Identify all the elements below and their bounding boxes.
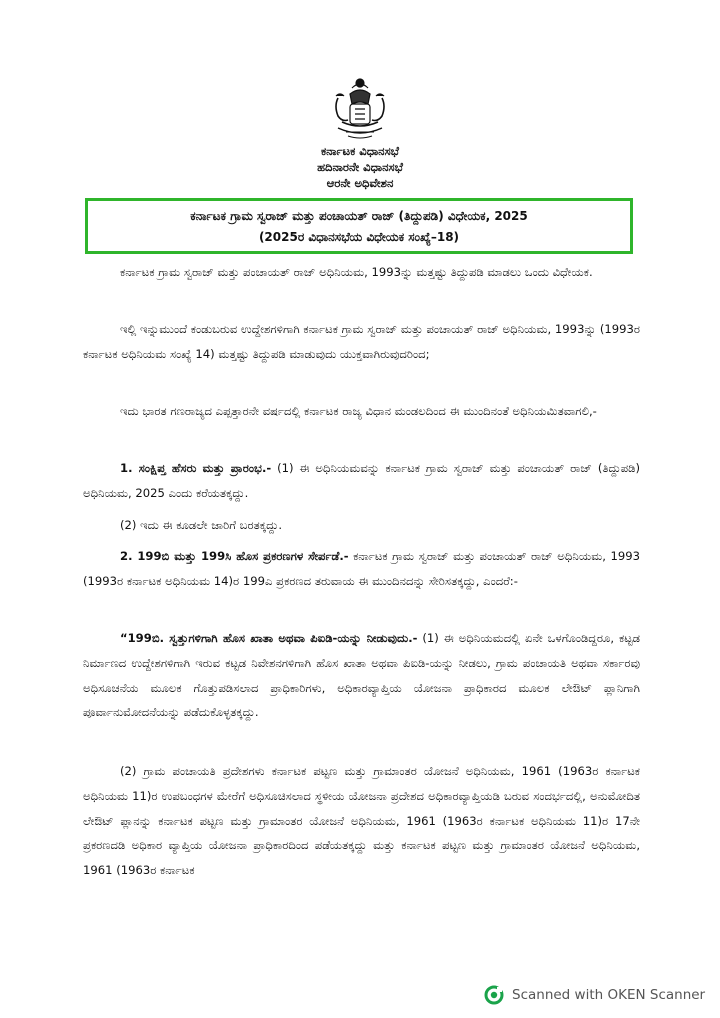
section-199b-heading: “199ಬಿ. ಸ್ವತ್ತುಗಳಿಗಾಗಿ ಹೊಸ ಖಾತಾ ಅಥವಾ ಪಿಐಡಿ-ಯನ್ನು ನೀಡುವುದು.-	[120, 631, 418, 645]
session-name: ಆರನೇ ಅಧಿವೇಶನ	[326, 176, 394, 190]
section-1-paragraph	[83, 456, 640, 506]
preamble-paragraph: ಕರ್ನಾಟಕ ಗ್ರಾಮ ಸ್ವರಾಜ್ ಮತ್ತು ಪಂಚಾಯತ್ ರಾಜ್ ಅಧಿನಿಯಮ, 1993ನ್ನು ಮತ್ತಷ್ಟು ತಿದ್ದುಪಡಿ ಮಾಡಲು ಒಂದು ವಿಧೇಯಕ.	[120, 265, 593, 279]
enactment-paragraph: ಇದು ಭಾರತ ಗಣರಾಜ್ಯದ ಎಪ್ಪತ್ತಾರನೇ ವರ್ಷದಲ್ಲಿ ಕರ್ನಾಟಕ ರಾಜ್ಯ ವಿಧಾನ ಮಂಡಲದಿಂದ ಈ ಮುಂದಿನಂತೆ ಅಧಿನಿಯಮಿತವಾಗಲಿ,-	[120, 404, 597, 418]
assembly-name: ಕರ್ನಾಟಕ ವಿಧಾನಸಭೆ	[321, 144, 399, 158]
scanner-text: Scanned with OKEN Scanner	[512, 987, 706, 1003]
scanner-watermark	[484, 985, 705, 1005]
section-1-text: (1) ಈ ಅಧಿನಿಯಮವನ್ನು ಕರ್ನಾಟಕ ಗ್ರಾಮ ಸ್ವರಾಜ್ ಮತ್ತು ಪಂಚಾಯತ್ ರಾಜ್ (ತಿದ್ದುಪಡಿ) ಅಧಿನಿಯಮ, 2025 ಎಂದು ಕರೆಯತಕ್ಕದ್ದು.	[83, 461, 640, 500]
assembly-session-number: ಹದಿನಾರನೇ ವಿಧಾನಸಭೆ	[317, 160, 403, 174]
section-199b-text: (1) ಈ ಅಧಿನಿಯಮದಲ್ಲಿ ಏನೇ ಒಳಗೊಂಡಿದ್ದರೂ, ಕಟ್ಟಡ ನಿರ್ಮಾಣದ ಉದ್ದೇಶಗಳಿಗಾಗಿ ಇರುವ ಕಟ್ಟಡ ನಿವೇಶನಗಳಿಗಾಗಿ ಹೊಸ ಖಾತಾ ಅಥವಾ ಪಿಐಡಿ-ಯನ್ನು ನೀಡಲು, ಗ್ರಾಮ ಪಂಚಾಯತಿ ಅಥವಾ ಸರ್ಕಾರವು ಅಧಿಸೂಚನೆಯ ಮೂಲಕ ಗೊತ್ತುಪಡಿಸಲಾದ ಪ್ರಾಧಿಕಾರಿಗಳು, ಅಧಿಕಾರವ್ಯಾಪ್ತಿಯ ಯೋಜನಾ ಪ್ರಾಧಿಕಾರದ ಮೂಲಕ ಲೇಔಟ್ ಪ್ಲಾನಿಗಾಗಿ ಪೂರ್ವಾನುಮೋದನೆಯನ್ನು ಪಡೆದುಕೊಳ್ಳತಕ್ಕದ್ದು.	[83, 631, 640, 720]
bill-number: (2025ರ ವಿಧಾನಸಭೆಯ ವಿಧೇಯಕ ಸಂಖ್ಯೆ–18)	[258, 230, 460, 244]
karnataka-state-emblem-icon	[328, 76, 392, 142]
bill-title: ಕರ್ನಾಟಕ ಗ್ರಾಮ ಸ್ವರಾಜ್ ಮತ್ತು ಪಂಚಾಯತ್ ರಾಜ್ (ತಿದ್ದುಪಡಿ) ವಿಧೇಯಕ, 2025	[190, 209, 528, 223]
oken-scanner-logo-icon	[484, 985, 504, 1005]
section-199b-subsection-2: (2) ಗ್ರಾಮ ಪಂಚಾಯತಿ ಪ್ರದೇಶಗಳು ಕರ್ನಾಟಕ ಪಟ್ಟಣ ಮತ್ತು ಗ್ರಾಮಾಂತರ ಯೋಜನೆ ಅಧಿನಿಯಮ, 1961 (1963ರ ಕರ್ನಾಟಕ ಅಧಿನಿಯಮ 11)ರ ಉಪಬಂಧಗಳ ಮೇರೆಗೆ ಅಧಿಸೂಚಿಸಲಾದ ಸ್ಥಳೀಯ ಯೋಜನಾ ಪ್ರದೇಶದ ಅಧಿಕಾರವ್ಯಾಪ್ತಿಯಡಿ ಬರುವ ಸಂದರ್ಭದಲ್ಲಿ, ಅನುಮೋದಿತ ಲೇಔಟ್ ಪ್ಲಾನನ್ನು ಕರ್ನಾಟಕ ಪಟ್ಟಣ ಮತ್ತು ಗ್ರಾಮಾಂತರ ಯೋಜನೆ ಅಧಿನಿಯಮ, 1961 (1963ರ ಕರ್ನಾಟಕ ಅಧಿನಿಯಮ 11)ರ 17ನೇ ಪ್ರಕರಣದಡಿ ಅಧಿಕಾರ ವ್ಯಾಪ್ತಿಯ ಯೋಜನಾ ಪ್ರಾಧಿಕಾರದಿಂದ ಪಡೆಯತಕ್ಕದ್ದು ಮತ್ತು ಕರ್ನಾಟಕ ಪಟ್ಟಣ ಮತ್ತು ಗ್ರಾಮಾಂತರ ಯೋಜನೆ ಅಧಿನಿಯಮ, 1961 (1963ರ ಕರ್ನಾಟಕ	[83, 764, 640, 878]
section-199b-paragraph	[83, 626, 640, 725]
section-2-heading: 2. 199ಬಿ ಮತ್ತು 199ಸಿ ಹೊಸ ಪ್ರಕರಣಗಳ ಸೇರ್ಪಡೆ.-	[120, 549, 349, 563]
whereas-paragraph: ಇಲ್ಲಿ ಇನ್ನುಮುಂದೆ ಕಂಡುಬರುವ ಉದ್ದೇಶಗಳಿಗಾಗಿ ಕರ್ನಾಟಕ ಗ್ರಾಮ ಸ್ವರಾಜ್ ಮತ್ತು ಪಂಚಾಯತ್ ರಾಜ್ ಅಧಿನಿಯಮ, 1993ನ್ನು (1993ರ ಕರ್ನಾಟಕ ಅಧಿನಿಯಮ ಸಂಖ್ಯೆ 14) ಮತ್ತಷ್ಟು ತಿದ್ದುಪಡಿ ಮಾಡುವುದು ಯುಕ್ತವಾಗಿರುವುದರಿಂದ;	[83, 322, 640, 361]
bill-title-box	[85, 198, 633, 254]
section-1-heading: 1. ಸಂಕ್ಷಿಪ್ತ ಹೆಸರು ಮತ್ತು ಪ್ರಾರಂಭ.-	[120, 461, 272, 475]
section-1-subsection-2: (2) ಇದು ಈ ಕೂಡಲೇ ಜಾರಿಗೆ ಬರತಕ್ಕದ್ದು.	[120, 518, 283, 532]
section-2-text: ಕರ್ನಾಟಕ ಗ್ರಾಮ ಸ್ವರಾಜ್ ಮತ್ತು ಪಂಚಾಯತ್ ರಾಜ್ ಅಧಿನಿಯಮ, 1993 (1993ರ ಕರ್ನಾಟಕ ಅಧಿನಿಯಮ 14)ರ 199ಎ ಪ್ರಕರಣದ ತರುವಾಯ ಈ ಮುಂದಿನದನ್ನು ಸೇರಿಸತಕ್ಕದ್ದು, ಎಂದರೆ:-	[83, 549, 640, 588]
section-2-paragraph	[83, 544, 640, 594]
